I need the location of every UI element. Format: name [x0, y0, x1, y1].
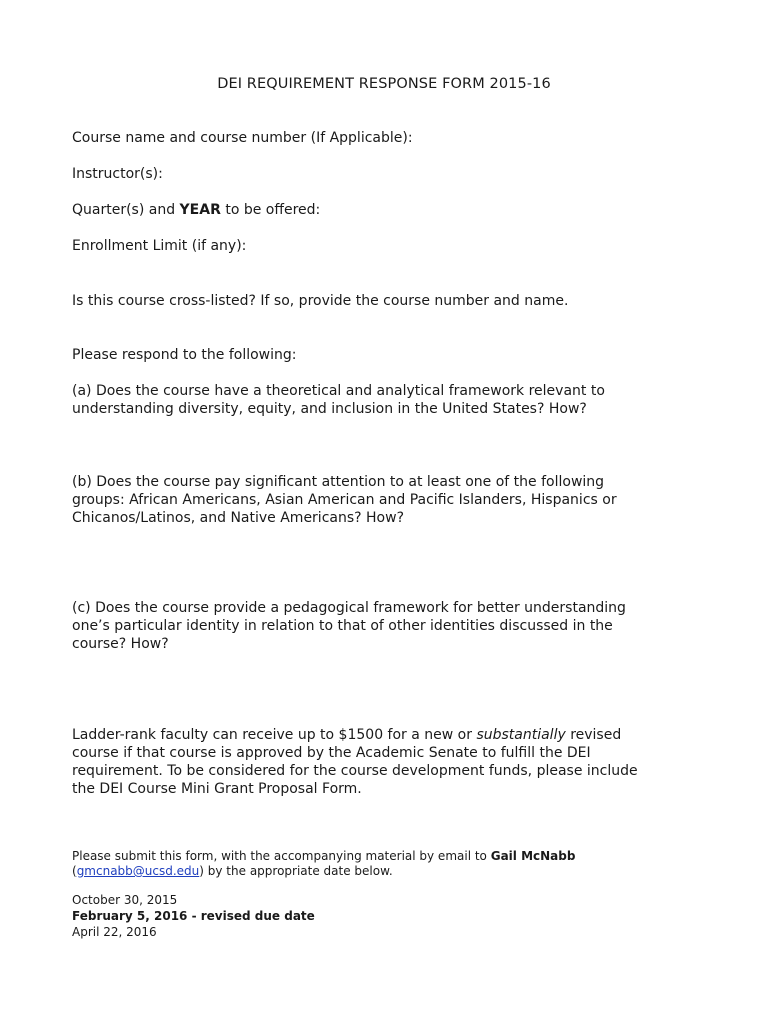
due-date-revised: February 5, 2016 - revised due date: [72, 909, 315, 923]
quarter-field-label: [72, 201, 320, 219]
question-b-line: (b) Does the course pay significant attention to at least one of the following: [72, 474, 605, 490]
enrollment-field-label: Enrollment Limit (if any):: [72, 238, 247, 254]
question-c-line: course? How?: [72, 636, 169, 652]
respond-intro: Please respond to the following:: [72, 347, 297, 363]
question-b-line: Chicanos/Latinos, and Native Americans? How?: [72, 510, 404, 526]
cross-listed-question: Is this course cross-listed? If so, provide the course number and name.: [72, 293, 569, 309]
quarter-label-pre: Quarter(s) and: [72, 202, 180, 218]
funding-line1-post: revised: [565, 727, 622, 743]
form-title: DEI REQUIREMENT RESPONSE FORM 2015-16: [217, 76, 551, 92]
question-c-line: (c) Does the course provide a pedagogical framework for better understanding: [72, 600, 626, 616]
course-name-field-label: Course name and course number (If Applicable):: [72, 130, 413, 146]
funding-line: [72, 726, 621, 744]
submit-line: [72, 864, 393, 879]
funding-line: the DEI Course Mini Grant Proposal Form.: [72, 781, 362, 797]
question-a-line: understanding diversity, equity, and inclusion in the United States? How?: [72, 401, 587, 417]
funding-line1-pre: Ladder-rank faculty can receive up to $1500 for a new or: [72, 727, 477, 743]
quarter-label-post: to be offered:: [220, 202, 321, 218]
funding-line: course if that course is approved by the Academic Senate to fulfill the DEI: [72, 745, 591, 761]
question-b-line: groups: African Americans, Asian American and Pacific Islanders, Hispanics or: [72, 492, 617, 508]
email-link[interactable]: gmcnabb@ucsd.edu: [76, 864, 200, 878]
submit-line: [72, 849, 575, 864]
question-a-line: (a) Does the course have a theoretical and analytical framework relevant to: [72, 383, 605, 399]
question-c-line: one’s particular identity in relation to that of other identities discussed in the: [72, 618, 613, 634]
submit-line2-text: ) by the appropriate date below.: [199, 864, 393, 878]
paren-open: (: [72, 864, 77, 878]
due-date: October 30, 2015: [72, 893, 178, 907]
instructors-field-label: Instructor(s):: [72, 166, 163, 182]
due-date: April 22, 2016: [72, 925, 157, 939]
quarter-label-year: YEAR: [179, 202, 221, 218]
funding-line: requirement. To be considered for the course development funds, please include: [72, 763, 638, 779]
funding-line1-emphasis: substantially: [476, 727, 566, 743]
submit-line1-text: Please submit this form, with the accompanying material by email to: [72, 849, 491, 863]
contact-name: Gail McNabb: [490, 849, 576, 863]
